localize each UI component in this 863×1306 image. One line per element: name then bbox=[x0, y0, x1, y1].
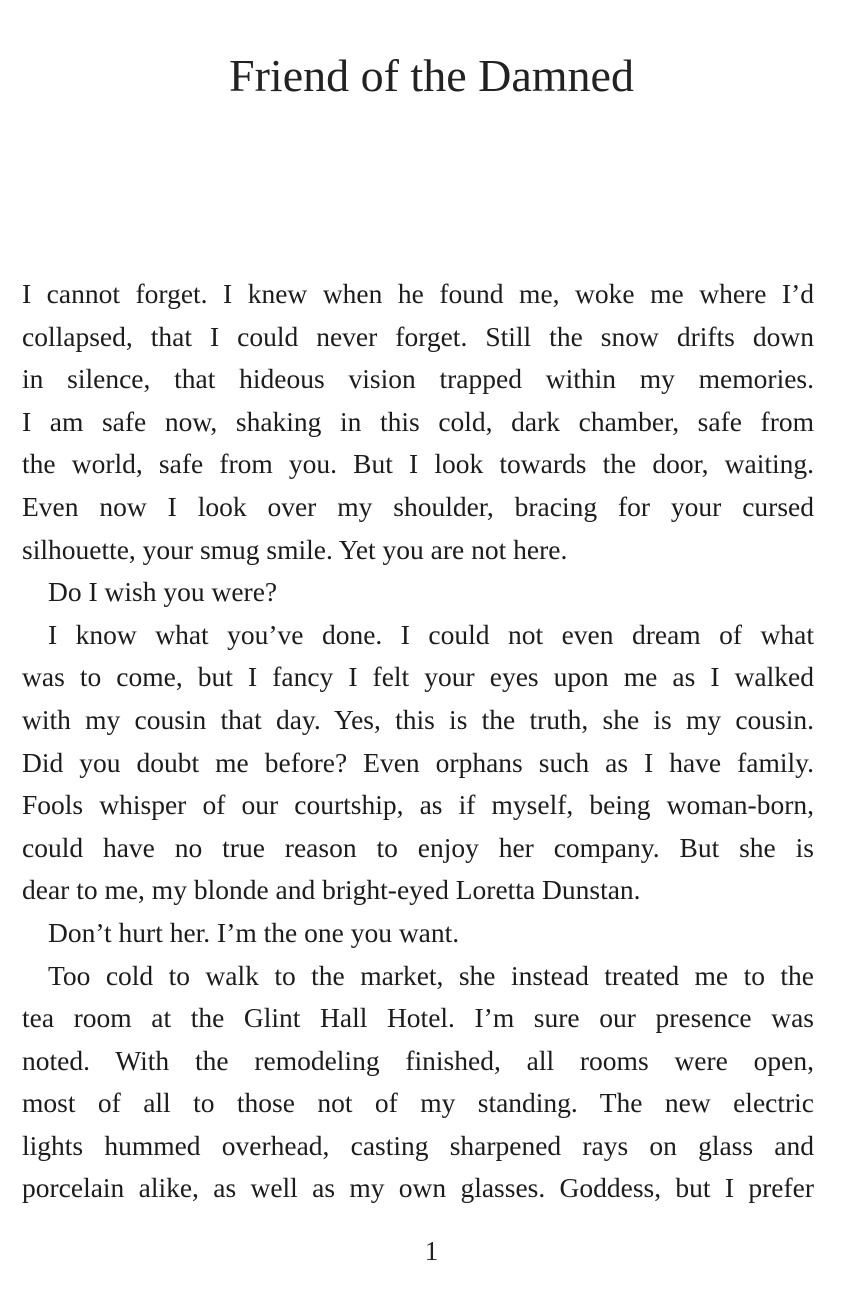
text-line: I cannot forget. I knew when he found me, woke me where I’d bbox=[22, 278, 814, 309]
text-line: I know what you’ve done. I could not even dream of what bbox=[48, 618, 814, 650]
text-line: porcelain alike, as well as my own glasses. Goddess, but I prefer bbox=[22, 1172, 814, 1204]
text-line: tea room at the Glint Hall Hotel. I’m sure our presence was bbox=[22, 1002, 814, 1034]
text-line: lights hummed overhead, casting sharpened rays on glass and bbox=[22, 1129, 814, 1161]
chapter-title: Friend of the Damned bbox=[229, 50, 634, 101]
text-line: Do I wish you were? bbox=[48, 576, 278, 608]
body-text bbox=[22, 273, 814, 1210]
text-line: collapsed, that I could never forget. Still the snow drifts down bbox=[22, 320, 814, 352]
text-line: in silence, that hideous vision trapped within my memories. bbox=[22, 363, 814, 395]
text-line: could have no true reason to enjoy her company. But she is bbox=[22, 831, 814, 863]
text-line: with my cousin that day. Yes, this is the truth, she is my cousin. bbox=[22, 703, 814, 735]
text-line: Don’t hurt her. I’m the one you want. bbox=[48, 916, 460, 948]
text-line: silhouette, your smug smile. Yet you are not here. bbox=[22, 533, 568, 565]
text-line: was to come, but I fancy I felt your eyes upon me as I walked bbox=[22, 661, 814, 693]
text-line: the world, safe from you. But I look towards the door, waiting. bbox=[22, 448, 814, 480]
text-line: dear to me, my blonde and bright-eyed Loretta Dunstan. bbox=[22, 874, 641, 906]
text-line: Fools whisper of our courtship, as if myself, being woman-born, bbox=[22, 789, 814, 821]
text-line: Did you doubt me before? Even orphans such as I have family. bbox=[22, 746, 814, 778]
page-number: 1 bbox=[424, 1236, 439, 1266]
text-line: Even now I look over my shoulder, bracing for your cursed bbox=[22, 490, 814, 522]
text-line: most of all to those not of my standing. The new electric bbox=[22, 1087, 814, 1119]
text-line: Too cold to walk to the market, she instead treated me to the bbox=[48, 959, 814, 991]
text-line: noted. With the remodeling finished, all rooms were open, bbox=[22, 1044, 814, 1076]
text-line: I am safe now, shaking in this cold, dark chamber, safe from bbox=[22, 405, 814, 437]
